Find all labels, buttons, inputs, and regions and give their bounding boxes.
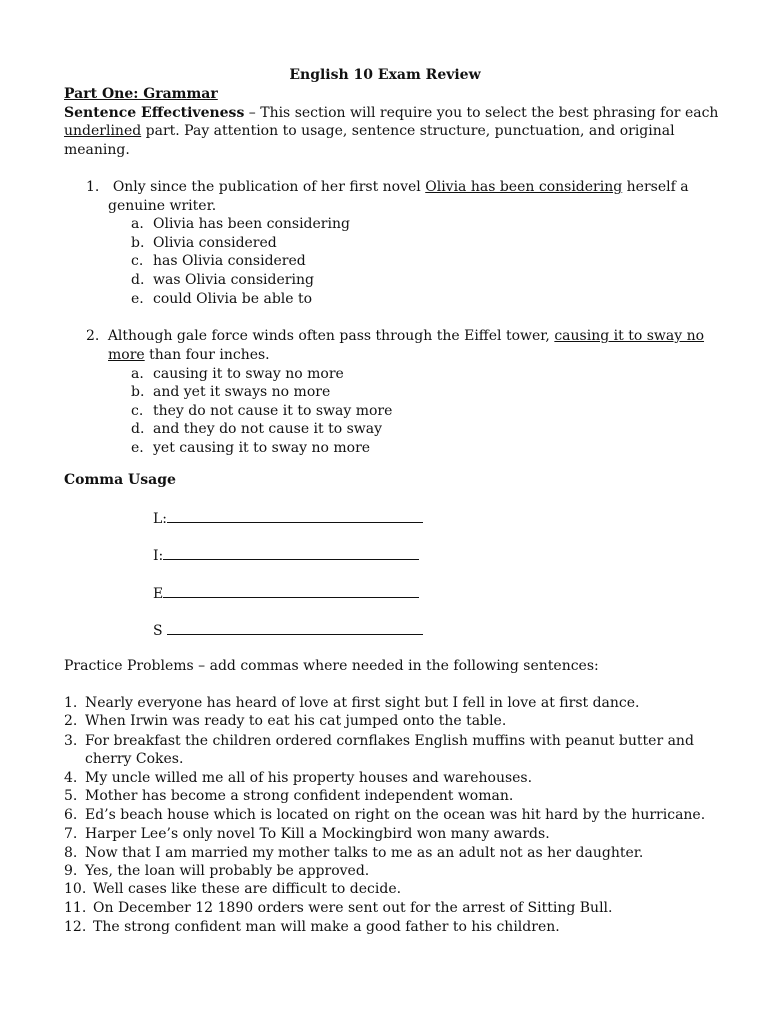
option-letter: e. — [131, 291, 144, 307]
practice-text: Harper Lee’s only novel To Kill a Mockingbird won many awards. — [85, 826, 550, 842]
question-2-line-2 — [108, 346, 270, 365]
question-underlined: causing it to sway no — [554, 328, 705, 344]
practice-number: 9. — [64, 863, 78, 879]
practice-number: 8. — [64, 845, 78, 861]
question-text-end: herself a — [622, 179, 689, 195]
option-text: Olivia has been considering — [153, 216, 350, 232]
option-text: Olivia considered — [153, 235, 277, 251]
question-2-line-1 — [86, 327, 704, 346]
practice-heading: Practice Problems – add commas where needed in the following sentences: — [64, 658, 599, 674]
practice-item-8 — [64, 844, 643, 863]
intro-rest-1: part. Pay attention to usage, sentence structure, punctuation, and original — [141, 123, 675, 139]
option-letter: e. — [131, 440, 144, 456]
practice-text: On December 12 1890 orders were sent out for the arrest of Sitting Bull. — [93, 900, 613, 916]
question-text: Although gale force winds often pass through the Eiffel tower, — [107, 328, 555, 344]
option-text: they do not cause it to sway more — [153, 403, 393, 419]
option-1e — [131, 290, 312, 309]
blank-line — [163, 545, 419, 560]
option-text: was Olivia considering — [153, 272, 314, 288]
section-heading: Sentence Effectiveness — [64, 104, 245, 121]
practice-item-12 — [64, 918, 560, 937]
practice-text-cont: cherry Cokes. — [85, 751, 184, 767]
option-letter: b. — [131, 384, 145, 400]
option-1b — [131, 234, 277, 253]
practice-text: For breakfast the children ordered cornflakes English muffins with peanut butter and — [85, 733, 694, 749]
practice-text: Now that I am married my mother talks to me as an adult not as her daughter. — [85, 845, 644, 861]
practice-item-7 — [64, 825, 550, 844]
practice-text: Well cases like these are difficult to decide. — [93, 881, 402, 897]
option-2c — [131, 402, 392, 421]
option-text: and they do not cause it to sway — [153, 421, 383, 437]
practice-text: The strong confident man will make a good father to his children. — [93, 919, 560, 935]
question-text: Only since the publication of her first novel — [112, 179, 426, 195]
practice-number: 4. — [64, 770, 78, 786]
practice-text: Ed’s beach house which is located on right on the ocean was hit hard by the hurricane. — [85, 807, 706, 823]
question-1-line-1 — [86, 178, 689, 197]
practice-item-3-cont — [85, 750, 183, 769]
practice-item-4 — [64, 769, 532, 788]
comma-heading: Comma Usage — [64, 472, 176, 488]
practice-item-10 — [64, 880, 401, 899]
comma-blank-s — [153, 620, 423, 641]
intro-underlined-word: underlined — [64, 123, 142, 139]
practice-text: My uncle willed me all of his property houses and warehouses. — [85, 770, 533, 786]
blank-line — [167, 620, 423, 635]
question-underlined-cont: more — [108, 347, 145, 363]
option-text: and yet it sways no more — [153, 384, 331, 400]
comma-blank-i — [153, 545, 419, 566]
option-text: could Olivia be able to — [153, 291, 313, 307]
option-1a — [131, 215, 350, 234]
practice-text: Mother has become a strong confident independent woman. — [85, 788, 514, 804]
practice-item-11 — [64, 899, 612, 918]
option-2b — [131, 383, 330, 402]
question-underlined: Olivia has been considering — [425, 179, 623, 195]
intro-block — [64, 85, 724, 159]
practice-number: 6. — [64, 807, 78, 823]
option-text: yet causing it to sway no more — [153, 440, 371, 456]
intro-rest-2: meaning. — [64, 141, 130, 158]
question-text-cont: genuine writer. — [108, 198, 217, 214]
practice-number: 1. — [64, 695, 78, 711]
practice-number: 12. — [64, 919, 87, 935]
practice-number: 2. — [64, 713, 78, 729]
option-1d — [131, 271, 314, 290]
practice-text: When Irwin was ready to eat his cat jumped onto the table. — [85, 713, 507, 729]
practice-text: Yes, the loan will probably be approved. — [85, 863, 370, 879]
blank-label: S — [153, 623, 168, 639]
comma-blank-l — [153, 508, 423, 529]
practice-number: 3. — [64, 733, 78, 749]
practice-item-9 — [64, 862, 369, 881]
practice-item-5 — [64, 787, 513, 806]
practice-item-1 — [64, 694, 639, 713]
option-letter: b. — [131, 235, 145, 251]
intro-lead: – This section will require you to select the best phrasing for each — [244, 104, 719, 121]
option-letter: c. — [131, 253, 144, 269]
practice-number: 5. — [64, 788, 78, 804]
blank-label: L: — [153, 511, 168, 527]
question-number: 1. — [86, 179, 100, 195]
blank-line — [163, 583, 419, 598]
question-number: 2. — [86, 328, 100, 344]
option-2e — [131, 439, 370, 458]
blank-line — [167, 508, 423, 523]
option-text: has Olivia considered — [153, 253, 306, 269]
practice-item-6 — [64, 806, 705, 825]
option-1c — [131, 252, 306, 271]
blank-label: E — [153, 586, 164, 602]
option-letter: c. — [131, 403, 144, 419]
practice-item-2 — [64, 712, 506, 731]
practice-number: 7. — [64, 826, 78, 842]
practice-item-3 — [64, 732, 694, 751]
option-letter: a. — [131, 216, 144, 232]
comma-blank-e — [153, 583, 419, 604]
question-1-line-2 — [108, 197, 216, 216]
blank-label: I: — [153, 548, 164, 564]
option-letter: d. — [131, 272, 145, 288]
practice-text: Nearly everyone has heard of love at first sight but I fell in love at first dance. — [85, 695, 640, 711]
option-letter: d. — [131, 421, 145, 437]
practice-number: 11. — [64, 900, 87, 916]
option-letter: a. — [131, 366, 144, 382]
page-title: English 10 Exam Review — [289, 67, 481, 83]
option-2d — [131, 420, 382, 439]
question-text-cont: than four inches. — [144, 347, 270, 363]
practice-number: 10. — [64, 881, 87, 897]
option-text: causing it to sway no more — [153, 366, 344, 382]
option-2a — [131, 365, 344, 384]
part-heading: Part One: Grammar — [64, 86, 218, 102]
